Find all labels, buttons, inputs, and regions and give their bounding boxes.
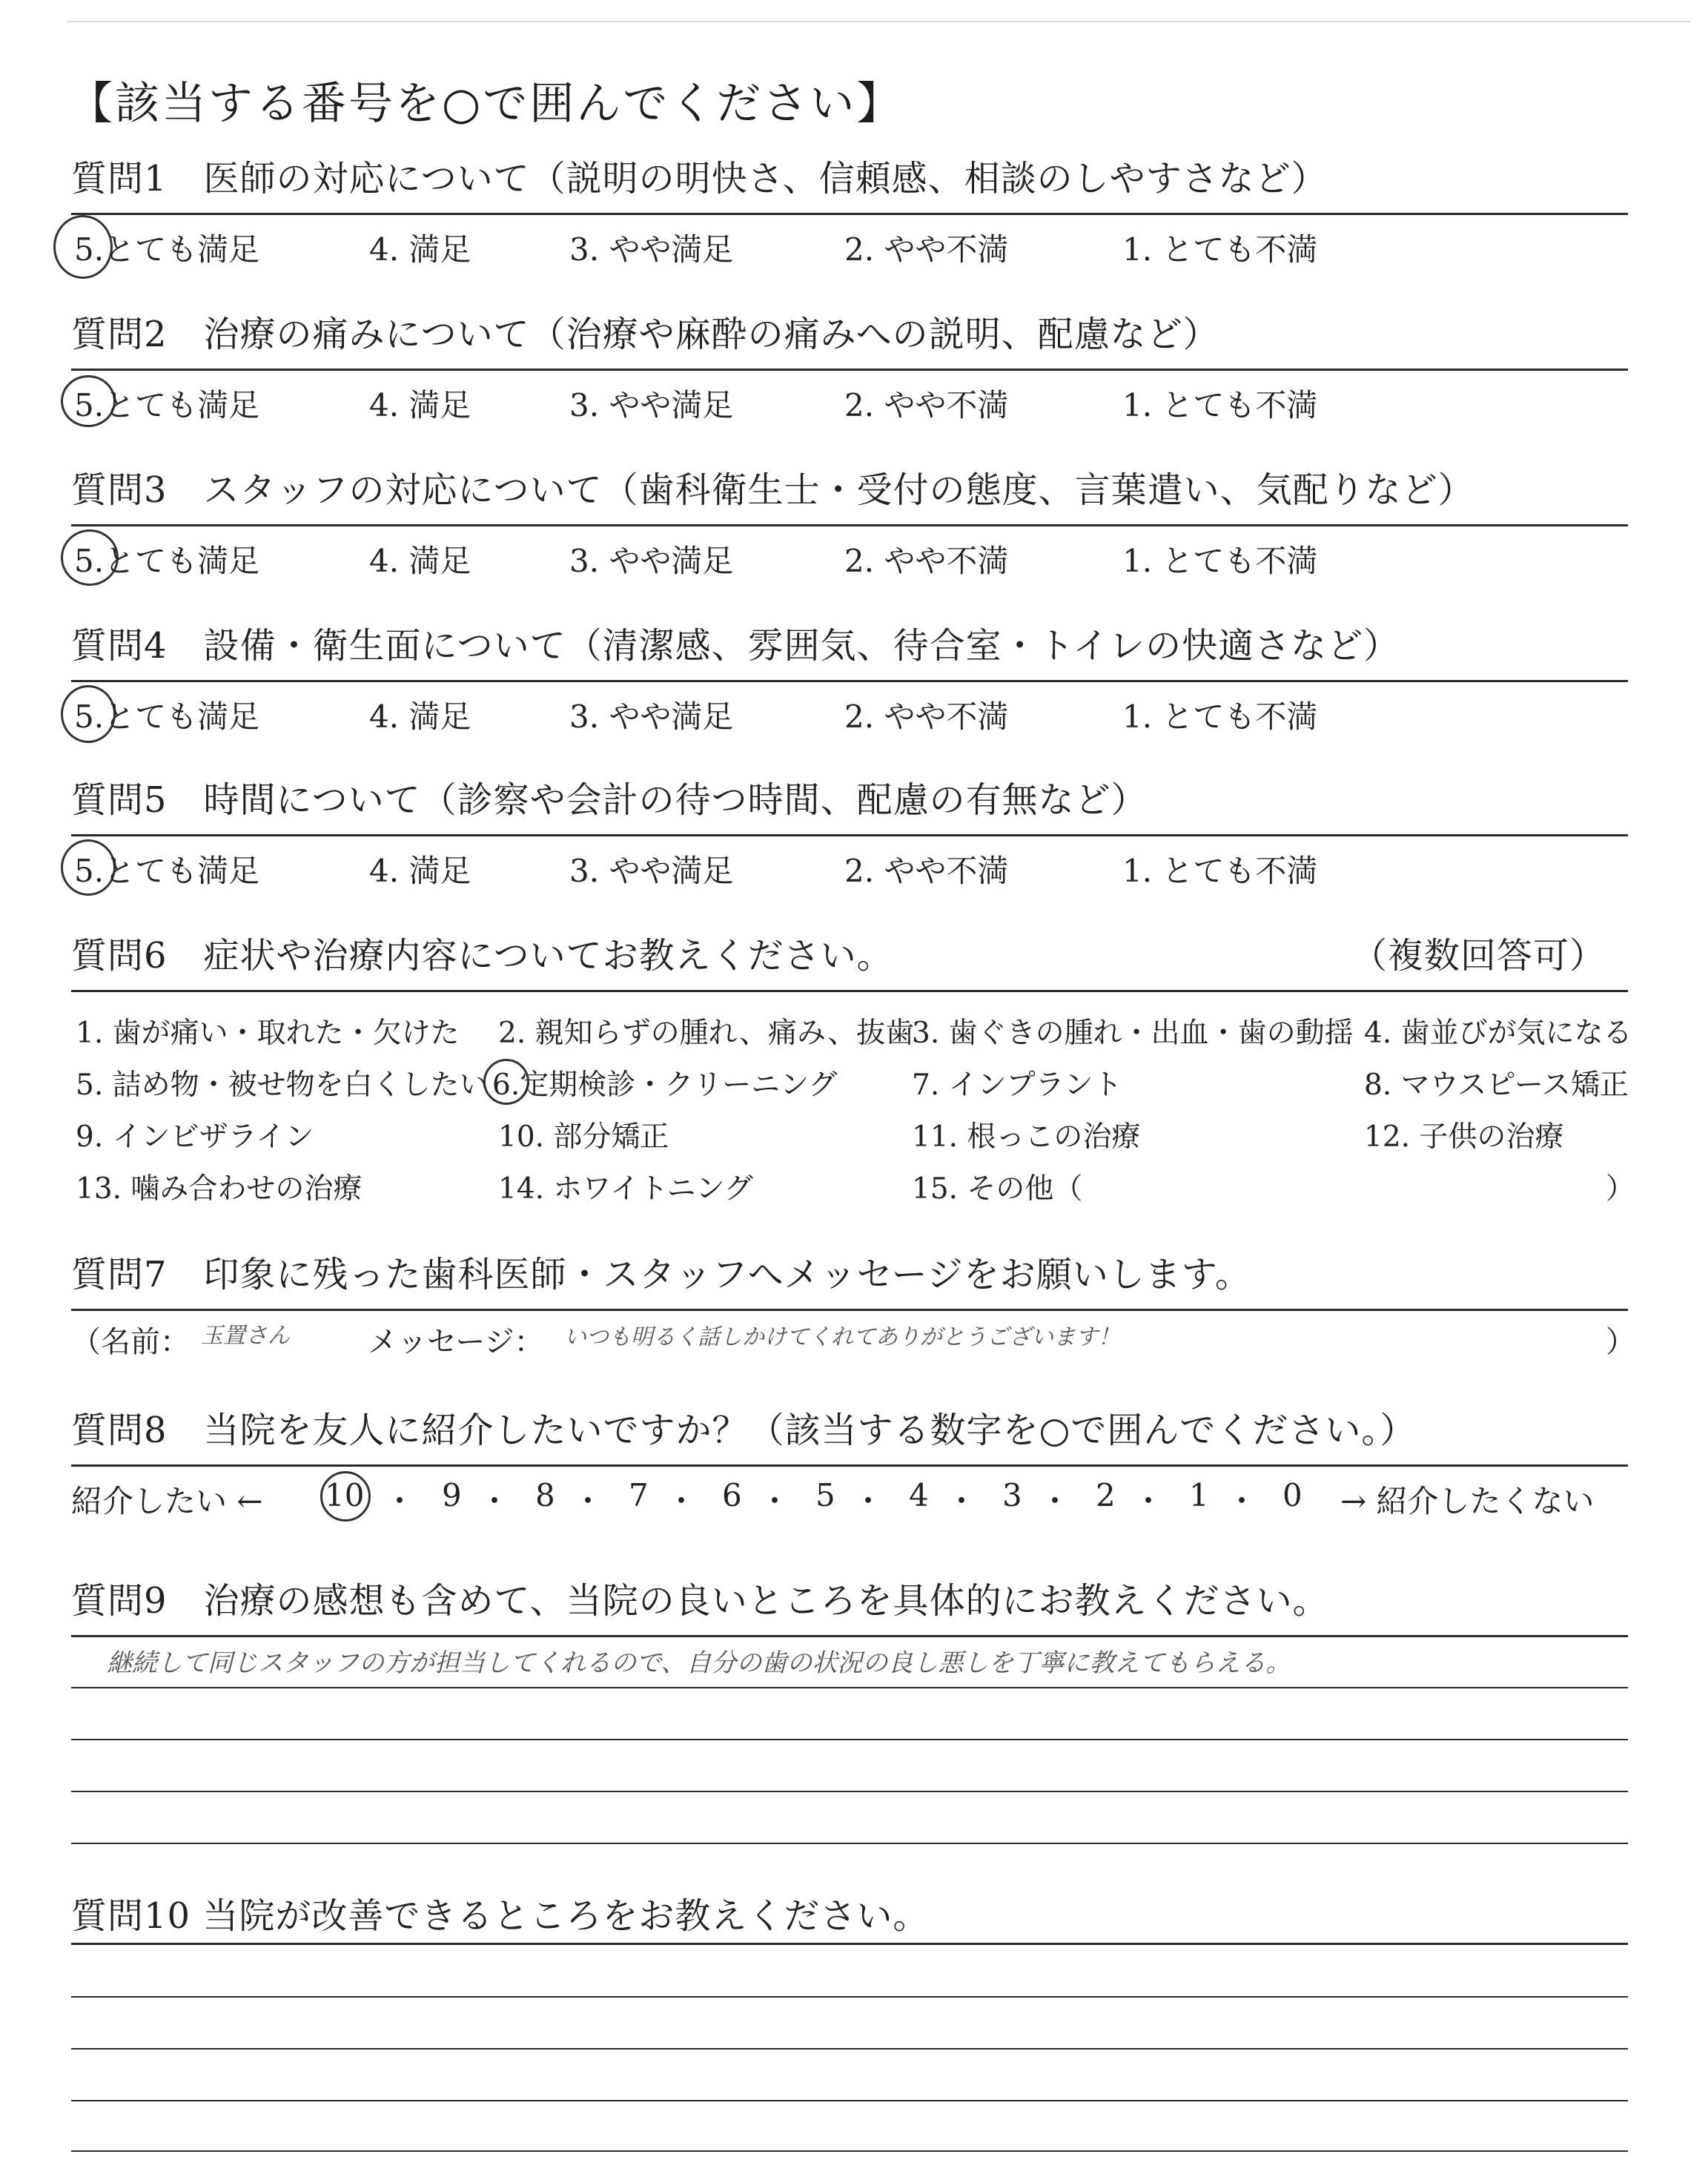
symptom-option-9[interactable]: 9. インビザライン <box>76 1120 314 1154</box>
answer-line <box>71 1791 1628 1792</box>
option-1[interactable]: 1. とても不満 <box>1122 231 1318 268</box>
option-3[interactable]: 3. やや満足 <box>569 543 734 579</box>
answer-line <box>71 1739 1628 1740</box>
option-3[interactable]: 3. やや満足 <box>569 387 734 423</box>
multiple-answer-note: （複数回答可） <box>1351 935 1606 977</box>
recommend-2[interactable]: 2 <box>1096 1477 1116 1513</box>
option-4[interactable]: 4. 満足 <box>369 853 471 889</box>
answer-line <box>71 1843 1628 1844</box>
satisfaction-scale <box>71 682 1628 734</box>
option-3[interactable]: 3. やや満足 <box>569 853 734 889</box>
recommend-6[interactable]: 6 <box>722 1477 742 1513</box>
question-title: 質問4 設備・衛生面について（清潔感、雰囲気、待合室・トイレの快適さなど） <box>71 619 1628 682</box>
top-border <box>67 21 1690 22</box>
symptom-option-6[interactable]: 6.定期検診・クリーニング <box>492 1069 838 1102</box>
option-5[interactable]: 5.とても満足 <box>74 698 260 735</box>
symptom-option-7[interactable]: 7. インプラント <box>912 1069 1122 1102</box>
option-5[interactable]: 5.とても満足 <box>74 543 260 579</box>
question-1 <box>71 152 1628 267</box>
answer-line <box>71 1996 1628 1998</box>
scale-dot: ・ <box>572 1483 604 1519</box>
scale-dot: ・ <box>479 1483 511 1519</box>
recommend-9[interactable]: 9 <box>442 1477 462 1513</box>
option-2[interactable]: 2. やや不満 <box>844 387 1009 423</box>
scale-dot: ・ <box>853 1483 884 1519</box>
name-value[interactable]: 玉置さん <box>201 1323 290 1349</box>
good-points-answer[interactable]: 継続して同じスタッフの方が担当してくれるので、自分の歯の状況の良し悪しを丁寧に教えてもらえる。 <box>107 1648 1291 1678</box>
symptom-option-1[interactable]: 1. 歯が痛い・取れた・欠けた <box>76 1017 460 1050</box>
option-4[interactable]: 4. 満足 <box>369 231 471 268</box>
option-5[interactable]: 5.とても満足 <box>74 231 260 268</box>
symptom-option-2[interactable]: 2. 親知らずの腫れ、痛み、抜歯 <box>498 1017 915 1050</box>
recommend-4[interactable]: 4 <box>909 1477 929 1513</box>
scale-dot: ・ <box>1226 1483 1258 1519</box>
scale-dot: ・ <box>946 1483 978 1519</box>
option-5[interactable]: 5.とても満足 <box>74 387 260 423</box>
answer-line <box>71 2150 1628 2152</box>
recommend-5[interactable]: 5 <box>815 1477 835 1513</box>
satisfaction-scale <box>71 215 1628 267</box>
option-2[interactable]: 2. やや不満 <box>844 698 1009 735</box>
option-1[interactable]: 1. とても不満 <box>1122 387 1318 423</box>
symptom-option-12[interactable]: 12. 子供の治療 <box>1364 1120 1564 1154</box>
option-1[interactable]: 1. とても不満 <box>1122 853 1318 889</box>
option-1[interactable]: 1. とても不満 <box>1122 543 1318 579</box>
symptom-option-15[interactable]: 15. その他（ <box>912 1172 1083 1206</box>
option-1[interactable]: 1. とても不満 <box>1122 698 1318 735</box>
question-title: 質問1 医師の対応について（説明の明快さ、信頼感、相談のしやすさなど） <box>71 152 1628 215</box>
message-label: メッセージ： <box>368 1325 544 1359</box>
recommend-scale <box>71 1467 1628 1519</box>
question-title: 質問2 治療の痛みについて（治療や麻酔の痛みへの説明、配慮など） <box>71 308 1628 371</box>
question-title <box>71 929 1628 992</box>
option-4[interactable]: 4. 満足 <box>369 387 471 423</box>
symptom-option-15-close: ） <box>1606 1172 1635 1206</box>
satisfaction-scale <box>71 836 1628 888</box>
recommend-left-label: 紹介したい ← <box>71 1483 263 1519</box>
recommend-3[interactable]: 3 <box>1002 1477 1022 1513</box>
symptom-option-14[interactable]: 14. ホワイトニング <box>498 1172 753 1206</box>
message-row <box>71 1311 1635 1363</box>
recommend-0[interactable]: 0 <box>1282 1477 1302 1513</box>
symptom-option-4[interactable]: 4. 歯並びが気になる <box>1364 1017 1632 1050</box>
question-2 <box>71 308 1628 423</box>
question-6 <box>71 929 1635 1225</box>
symptom-option-13[interactable]: 13. 噛み合わせの治療 <box>76 1172 363 1206</box>
question-10 <box>71 1889 1628 1945</box>
option-3[interactable]: 3. やや満足 <box>569 231 734 268</box>
symptom-options <box>71 1003 1635 1225</box>
answer-line <box>71 1687 1628 1688</box>
question-5 <box>71 773 1628 888</box>
question-4 <box>71 619 1628 734</box>
name-label: （名前： <box>71 1325 190 1359</box>
recommend-7[interactable]: 7 <box>629 1477 649 1513</box>
question-7 <box>71 1248 1635 1363</box>
recommend-10[interactable]: 10 <box>325 1477 365 1513</box>
question-3 <box>71 463 1628 578</box>
question-title: 質問5 時間について（診察や会計の待つ時間、配慮の有無など） <box>71 773 1628 836</box>
message-close: ） <box>1606 1325 1635 1359</box>
option-3[interactable]: 3. やや満足 <box>569 698 734 735</box>
page-title: 【該当する番号を○で囲んでください】 <box>68 78 904 130</box>
option-5[interactable]: 5.とても満足 <box>74 853 260 889</box>
option-2[interactable]: 2. やや不満 <box>844 543 1009 579</box>
message-value[interactable]: いつも明るく話しかけてくれてありがとうございます！ <box>564 1324 1120 1350</box>
question-9 <box>71 1574 1628 1678</box>
symptom-option-5[interactable]: 5. 詰め物・被せ物を白くしたい <box>76 1069 489 1102</box>
scale-dot: ・ <box>759 1483 791 1519</box>
scale-dot: ・ <box>1133 1483 1165 1519</box>
scale-dot: ・ <box>384 1483 416 1519</box>
scale-dot: ・ <box>1039 1483 1071 1519</box>
question-title: 質問3 スタッフの対応について（歯科衛生士・受付の態度、言葉遣い、気配りなど） <box>71 463 1628 526</box>
recommend-right-label: → 紹介したくない <box>1340 1483 1595 1519</box>
symptom-option-11[interactable]: 11. 根っこの治療 <box>912 1120 1141 1154</box>
symptom-option-8[interactable]: 8. マウスピース矯正 <box>1364 1069 1629 1102</box>
recommend-8[interactable]: 8 <box>535 1477 555 1513</box>
satisfaction-scale <box>71 526 1628 578</box>
satisfaction-scale <box>71 371 1628 423</box>
question-title: 質問8 当院を友人に紹介したいですか？（該当する数字を○で囲んでください。） <box>71 1404 1628 1467</box>
option-4[interactable]: 4. 満足 <box>369 698 471 735</box>
question-title: 質問7 印象に残った歯科医師・スタッフへメッセージをお願いします。 <box>71 1248 1628 1311</box>
question-title: 質問10 当院が改善できるところをお教えください。 <box>71 1889 1628 1945</box>
scale-dot: ・ <box>666 1483 698 1519</box>
option-2[interactable]: 2. やや不満 <box>844 231 1009 268</box>
option-4[interactable]: 4. 満足 <box>369 543 471 579</box>
question-6-title: 質問6 症状や治療内容についてお教えください。 <box>71 935 893 977</box>
symptom-option-3[interactable]: 3. 歯ぐきの腫れ・出血・歯の動揺 <box>912 1017 1354 1050</box>
option-2[interactable]: 2. やや不満 <box>844 853 1009 889</box>
answer-line <box>71 2048 1628 2050</box>
question-8 <box>71 1404 1628 1519</box>
recommend-1[interactable]: 1 <box>1189 1477 1209 1513</box>
question-title: 質問9 治療の感想も含めて、当院の良いところを具体的にお教えください。 <box>71 1574 1628 1637</box>
symptom-option-10[interactable]: 10. 部分矯正 <box>498 1120 669 1154</box>
answer-line <box>71 2100 1628 2101</box>
